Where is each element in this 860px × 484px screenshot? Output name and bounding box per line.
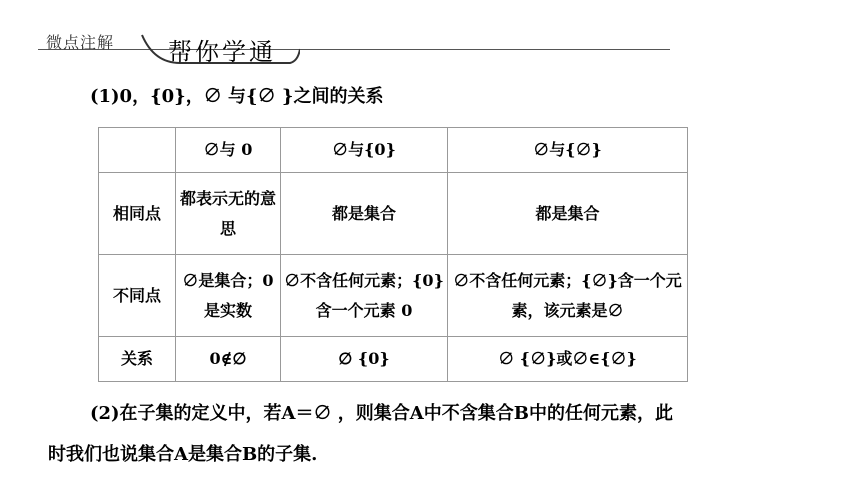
table-cell: ∅不含任何元素；{0}含一个元素 0 (281, 255, 448, 337)
table-header-cell: ∅与 0 (176, 128, 281, 173)
table-header-cell: ∅与{∅} (448, 128, 688, 173)
table-row (99, 337, 688, 382)
table-cell: 0∉∅ (176, 337, 281, 382)
table-cell: ∅ {0} (281, 337, 448, 382)
table-cell: 都是集合 (448, 173, 688, 255)
table-cell: 都是集合 (281, 173, 448, 255)
row-label: 关系 (99, 337, 176, 382)
row-label: 相同点 (99, 173, 176, 255)
table-cell: ∅不含任何元素；{∅}含一个元素，该元素是∅ (448, 255, 688, 337)
table-cell: ∅ {∅}或∅∈{∅} (448, 337, 688, 382)
table-cell: 都表示无的意思 (176, 173, 281, 255)
table-header-row (99, 128, 688, 173)
paragraph-line-2: 时我们也说集合A是集合B的子集. (48, 444, 318, 465)
table-cell (99, 128, 176, 173)
row-label: 不同点 (99, 255, 176, 337)
intro-line: (1)0，{0}，∅ 与{∅ }之间的关系 (90, 86, 384, 107)
banner-rule (38, 49, 670, 50)
table-header-cell: ∅与{0} (281, 128, 448, 173)
section-banner (0, 0, 860, 70)
relation-table (98, 127, 688, 382)
table-row (99, 255, 688, 337)
banner-small-label: 微点注解 (46, 33, 115, 52)
table-cell: ∅是集合；0 是实数 (176, 255, 281, 337)
paragraph-line-1: (2)在子集的定义中，若A＝∅ ，则集合A中不含集合B中的任何元素，此 (90, 403, 673, 424)
table-row (99, 173, 688, 255)
banner-title: 帮你学通 (168, 38, 276, 66)
